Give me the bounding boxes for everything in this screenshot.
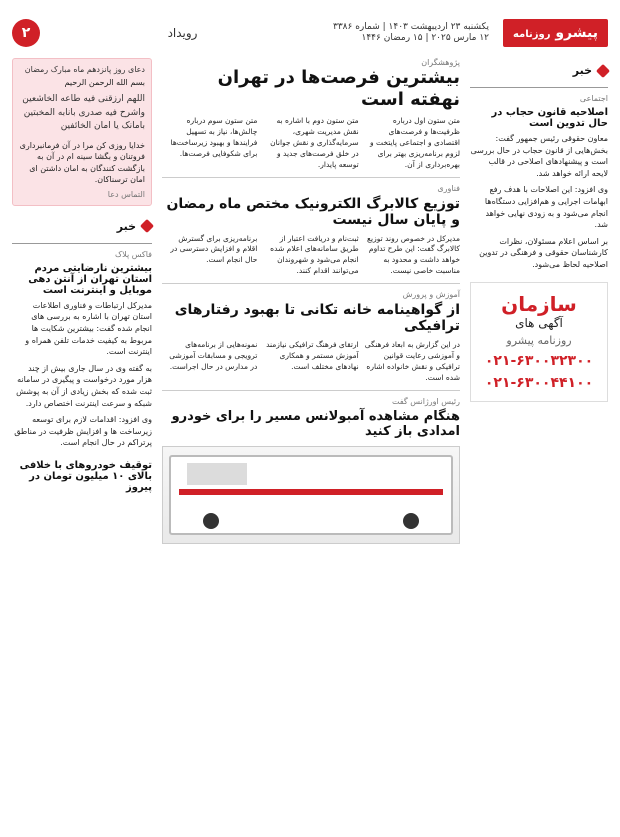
wheel-icon	[403, 513, 419, 529]
lower-article-columns	[162, 340, 460, 384]
window-shape	[187, 463, 247, 485]
left-headline: بیشترین نارضایتی مردم استان تهران از آنتن دهی موبایل و اینترنت است	[28, 262, 152, 296]
wheel-icon	[203, 513, 219, 529]
quote-line: اللهم ارزقنی فیه طاعه الخاشعین	[22, 94, 145, 104]
right-column	[470, 58, 608, 825]
right-paragraph: معاون حقوقی رئیس جمهور گفت: بخش‌هایی از قانون حجاب در حال بررسی است و پیشنهادهای اصلاحی در قالب لایحه ارائه خواهد شد.	[470, 134, 608, 178]
main-article-col: متن ستون سوم درباره چالش‌ها، نیاز به تسهیل فرایندها و بهبود زیرساخت‌ها برای شکوفایی فرصت‌ها.	[170, 116, 258, 158]
left-news-tag	[12, 220, 152, 233]
quote-line: بامانک یا امان الخائفین	[60, 121, 145, 131]
mid-article-col: ثبت‌نام و دریافت اعتبار از طریق سامانه‌های اعلام شده انجام می‌شود و شهروندان می‌توانند اقدام کنند.	[270, 233, 359, 276]
right-paragraph: وی افزود: این اصلاحات با هدف رفع ابهامات اجرایی و هم‌افزایی دستگاه‌ها انجام می‌شود و به زودی نهایی خواهد شد.	[484, 185, 608, 230]
main-kicker: پژوهشگران	[421, 58, 460, 67]
quote-small: دعای روز پانزدهم ماه مبارک رمضان	[24, 65, 145, 74]
right-article-body	[470, 133, 608, 276]
lower-article-col: در این گزارش به ابعاد فرهنگی و آموزشی رعایت قوانین ترافیکی و نقش خانواده اشاره شده است.	[364, 340, 460, 382]
ad-box[interactable]	[470, 282, 608, 402]
bottom-story	[162, 390, 460, 544]
mid-article-columns	[162, 234, 460, 278]
quote-line: واشرح فیه صدری بانابه المخبتین	[23, 107, 145, 118]
quote-box	[12, 58, 152, 206]
divider	[12, 243, 152, 244]
quote-translation: خدایا روزی کن مرا در آن فرمانبرداری فروتنان و بگشا سینه ام در آن به بازگشت کنندگان به امان داشتن ای امان ترسناکان.	[19, 140, 145, 185]
left-paragraph: مدیرکل ارتباطات و فناوری اطلاعات استان تهران با اشاره به بررسی های انجام شده گفت: بیشترین شکایت ها مربوط به کیفیت خدمات تلفن همراه و اینترنت است.	[25, 300, 152, 357]
mid-story	[162, 177, 460, 278]
right-headline: اصلاحیه قانون حجاب در حال تدوین است	[491, 107, 608, 129]
bottom-kicker: رئیس اورژانس گفت	[392, 396, 460, 406]
main-layout	[12, 58, 608, 825]
ad-brand: روزنامه پیشرو	[506, 334, 572, 348]
quote-title: بسم الله الرحمن الرحیم	[64, 78, 145, 87]
lower-headline: از گواهینامه خانه تکانی تا بهبود رفتارهای ترافیکی	[174, 302, 460, 335]
ad-subtitle: آگهی های	[515, 316, 563, 331]
left-paragraph: به گفته وی در سال جاری بیش از چند هزار مورد درخواست و پیگیری در سامانه ثبت شده که بخش زیادی از آن به پوشش شبکه و سرعت اینترنت اختصاص دارد.	[16, 363, 152, 408]
mid-headline: توزیع کالابرگ الکترونیک مختص ماه رمضان و پایان سال نیست	[166, 195, 460, 228]
ad-phone-2[interactable]: ۰۲۱-۶۳۰۰۴۴۱۰۰	[484, 375, 594, 392]
quote-signature: التماس دعا	[107, 189, 145, 199]
mid-kicker: فناوری	[437, 183, 460, 193]
ambulance-photo	[162, 446, 460, 544]
left-column	[12, 58, 152, 825]
section-title: رویداد	[167, 26, 198, 40]
right-paragraph: بر اساس اعلام مسئولان، نظرات کارشناسان حقوقی و فرهنگی در تدوین اصلاحیه لحاظ می‌شود.	[479, 236, 608, 269]
ad-title: سازمان	[501, 292, 577, 317]
main-headline: بیشترین فرصت‌ها در تهران نهفته است	[217, 67, 460, 110]
news-flag-icon	[140, 219, 154, 233]
left-paragraph: وی افزود: اقدامات لازم برای توسعه زیرساخت ها و افزایش ظرفیت در مناطق پرتراکم در حال انجام است.	[14, 415, 152, 448]
main-article-col: متن ستون اول درباره ظرفیت‌ها و فرصت‌های اقتصادی و اجتماعی پایتخت و لزوم برنامه‌ریزی بهتر برای بهره‌برداری از آن.	[370, 116, 460, 169]
divider	[470, 87, 608, 88]
date-line-2: ۱۲ مارس ۲۰۲۵ | ۱۵ رمضان ۱۴۴۶	[361, 33, 489, 43]
left-side-title: توقیف خودروهای با خلافی بالای ۱۰ میلیون تومان در پیروز	[19, 460, 152, 493]
date-line-1: یکشنبه ۲۳ اردیبهشت ۱۴۰۳ | شماره ۳۳۸۶	[333, 21, 489, 32]
lower-story	[162, 283, 460, 384]
newspaper-logo	[325, 19, 608, 47]
lower-article-col: نمونه‌هایی از برنامه‌های ترویجی و مسابقات آموزشی در مدارس در حال اجراست.	[169, 340, 258, 371]
mid-article-col: برنامه‌ریزی برای گسترش اقلام و افزایش دسترسی در حال انجام است.	[170, 233, 258, 265]
date-block	[333, 22, 489, 45]
main-article-columns	[162, 116, 460, 170]
right-kicker: اجتماعی	[579, 94, 608, 103]
lower-article-col: ارتقای فرهنگ ترافیکی نیازمند آموزش مستمر و همکاری نهادهای مختلف است.	[266, 340, 359, 371]
news-tag-label: خبر	[572, 64, 592, 77]
main-article-col: متن ستون دوم با اشاره به نقش مدیریت شهری، سرمایه‌گذاری و نقش جوانان در خلق فرصت‌های جدید و توسعه پایدار.	[270, 116, 359, 169]
logo-box	[503, 19, 608, 47]
left-article-body	[12, 300, 152, 454]
logo-main: روزنامه	[512, 29, 551, 40]
page-header	[12, 12, 608, 54]
ad-phone-1[interactable]: ۰۲۱-۶۳۰۰۳۲۳۰۰	[484, 353, 594, 370]
page-number-badge: ۲	[12, 19, 40, 47]
news-tag-label: خبر	[116, 219, 136, 233]
bottom-headline: هنگام مشاهده آمبولانس مسیر را برای خودرو امدادی باز کنید	[171, 408, 460, 440]
red-stripe	[179, 489, 443, 495]
left-kicker: فاکس پلاک	[115, 249, 152, 259]
center-column	[162, 58, 460, 825]
logo-brand: پیشرو	[555, 25, 598, 41]
lower-kicker: آموزش و پرورش	[402, 290, 460, 300]
mid-article-col: مدیرکل در خصوص روند توزیع کالابرگ گفت: این طرح تداوم خواهد داشت و محدود به مناسبت خاصی نیست.	[367, 233, 460, 276]
right-news-tag	[470, 64, 608, 77]
news-flag-icon	[596, 63, 610, 77]
